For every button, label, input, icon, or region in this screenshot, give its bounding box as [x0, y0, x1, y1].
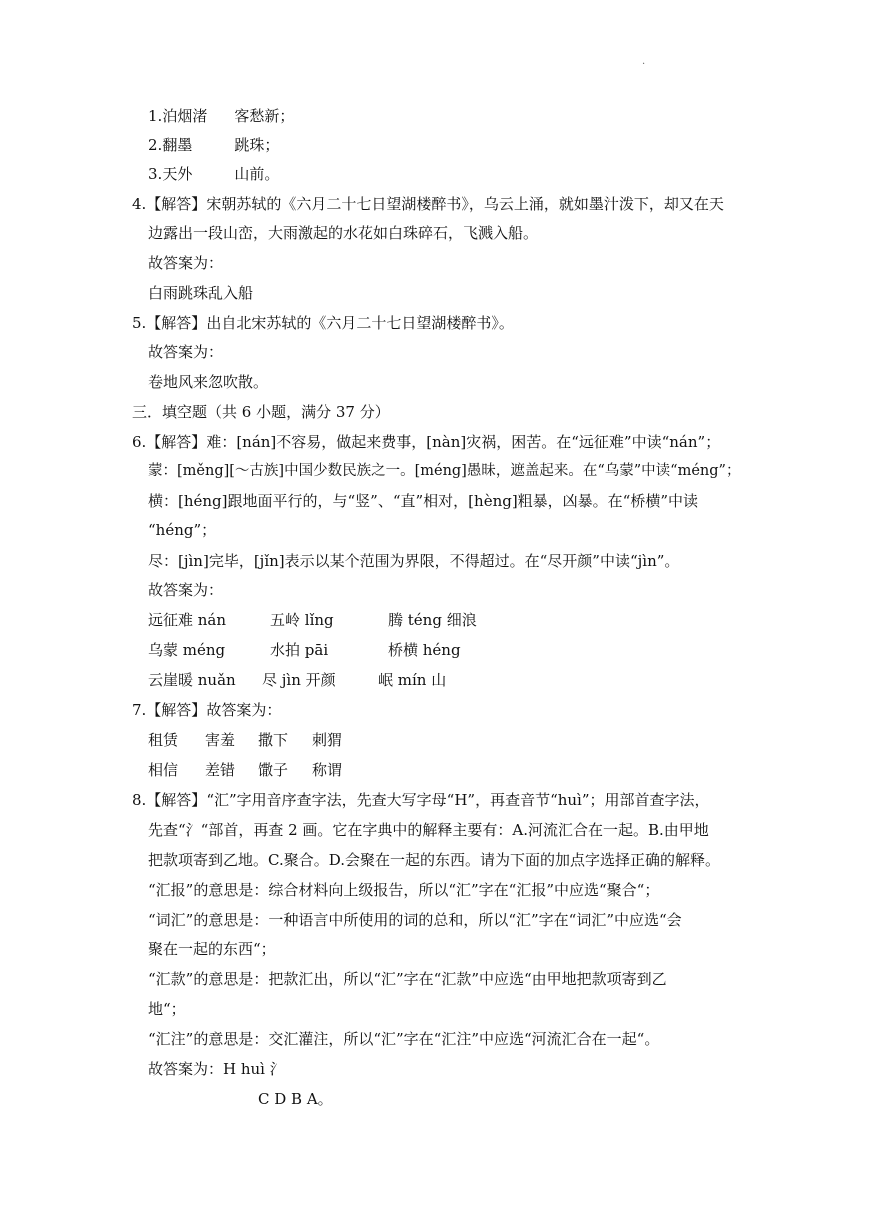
page-dot: .	[642, 56, 646, 67]
q5-text: 出自北宋苏轼的《六月二十七日望湖楼醉书》。	[206, 314, 514, 332]
q6-text-2: 蒙：[měng][～古族]中国少数民族之一。[méng]愚昧，遮盖起来。在“乌蒙”中读“méng”；	[148, 463, 741, 479]
q8-text-1: “汇”字用音序查字法，先查大写字母“H”，再查音节“huì”；用部首查字法，	[206, 791, 710, 809]
q4-line-1	[132, 194, 724, 214]
q5-line-1	[132, 313, 514, 333]
q6-line-1	[132, 432, 720, 452]
q6-answer-cell: 水拍 pāi	[270, 641, 329, 659]
q4-text-1: 宋朝苏轼的《六月二十七日望湖楼醉书》，乌云上涌，就如墨汁泼下，却又在天	[206, 195, 724, 213]
q8-text-5: “词汇”的意思是：一种语言中所使用的词的总和，所以“汇”字在“词汇”中应选“会	[148, 911, 682, 929]
q8-text-6: 聚在一起的东西“；	[148, 940, 276, 958]
q3-item-num: 2.	[148, 136, 163, 154]
q5-lead: 5.【解答】	[132, 314, 207, 332]
q8-text-4: “汇报”的意思是：综合材料向上级报告，所以“汇”字在“汇报”中应选“聚合“；	[148, 881, 660, 899]
q6-answer-label: 故答案为：	[148, 581, 224, 599]
q3-item-2	[148, 135, 279, 155]
q6-answer-cell: 腾 téng 细浪	[388, 611, 477, 629]
q8-text-2: 先查“氵“部首，再查 2 画。它在字典中的解释主要有：A.河流汇合在一起。B.由甲地	[148, 821, 709, 839]
q4-lead: 4.【解答】	[132, 195, 207, 213]
q7-lead: 7.【解答】	[132, 701, 207, 719]
q5-answer-label: 故答案为：	[148, 343, 224, 361]
q5-answer: 卷地风来忽吹散。	[148, 373, 269, 391]
q6-text-1: 难：[nán]不容易，做起来费事，[nàn]灾祸，困苦。在“远征难”中读“nán”；	[206, 433, 721, 451]
q3-item-a: 天外	[162, 165, 193, 183]
q6-text-4: “héng”；	[148, 521, 217, 539]
q4-text-2: 边露出一段山峦，大雨激起的水花如白珠碎石，飞溅入船。	[148, 224, 539, 242]
q6-answer-cell: 尽 jìn 开颜	[262, 671, 336, 689]
q3-item-3	[148, 164, 279, 184]
q6-answer-cell: 岷 mín 山	[378, 671, 447, 689]
q7-answer-cell: 租赁	[148, 731, 179, 749]
q8-text-3: 把款项寄到乙地。C.聚合。D.会聚在一起的东西。请为下面的加点字选择正确的解释。	[148, 851, 720, 869]
q7-answer-cell: 害羞	[205, 731, 236, 749]
q6-text-5: 尽：[jìn]完毕，[jǐn]表示以某个范围为界限，不得超过。在“尽开颜”中读“jìn”。	[148, 552, 680, 570]
q7-answer-cell: 撒下	[258, 731, 289, 749]
q4-answer-label: 故答案为：	[148, 254, 224, 272]
q7-answer-cell: 称谓	[312, 761, 343, 779]
q7-answer-cell: 差错	[205, 761, 236, 779]
q6-answer-cell: 远征难 nán	[148, 611, 227, 629]
q4-answer: 白雨跳珠乱入船	[148, 284, 254, 302]
q8-line-1	[132, 790, 710, 810]
q7-answer-cell: 馓子	[258, 761, 289, 779]
q6-lead: 6.【解答】	[132, 433, 207, 451]
q7-answer-cell: 刺猬	[312, 731, 343, 749]
q8-text-9: “汇注”的意思是：交汇灌注，所以“汇”字在“汇注”中应选“河流汇合在一起“。	[148, 1030, 660, 1048]
q8-lead: 8.【解答】	[132, 791, 207, 809]
q6-answer-cell: 云崖暖 nuǎn	[148, 671, 236, 689]
q3-item-num: 1.	[148, 107, 163, 125]
q6-answer-cell: 桥横 héng	[388, 641, 461, 659]
q3-item-b: 客愁新；	[234, 107, 295, 125]
q3-item-a: 泊烟渚	[162, 107, 208, 125]
q3-item-b: 跳珠；	[234, 136, 280, 154]
q8-answer-line: 故答案为：H huì 氵	[148, 1060, 285, 1078]
q6-answer-cell: 乌蒙 méng	[148, 641, 226, 659]
q8-answer-line-2: C D B A。	[258, 1090, 333, 1108]
q3-item-a: 翻墨	[162, 136, 193, 154]
q3-item-num: 3.	[148, 165, 163, 183]
q7-line-1	[132, 700, 281, 720]
q8-text-7: “汇款”的意思是：把款汇出，所以“汇”字在“汇款”中应选“由甲地把款项寄到乙	[148, 970, 667, 988]
q6-answer-cell: 五岭 lǐng	[270, 611, 334, 629]
section-3-heading: 三．填空题（共 6 小题，满分 37 分）	[132, 403, 390, 421]
q3-item-1	[148, 106, 294, 126]
q6-text-3: 横：[héng]跟地面平行的，与“竖”、“直”相对，[hèng]粗暴，凶暴。在“桥横”中读	[148, 492, 699, 510]
q7-answer-label: 故答案为：	[206, 701, 282, 719]
q7-answer-cell: 相信	[148, 761, 179, 779]
q8-text-8: 地“；	[148, 1000, 186, 1018]
q3-item-b: 山前。	[234, 165, 280, 183]
